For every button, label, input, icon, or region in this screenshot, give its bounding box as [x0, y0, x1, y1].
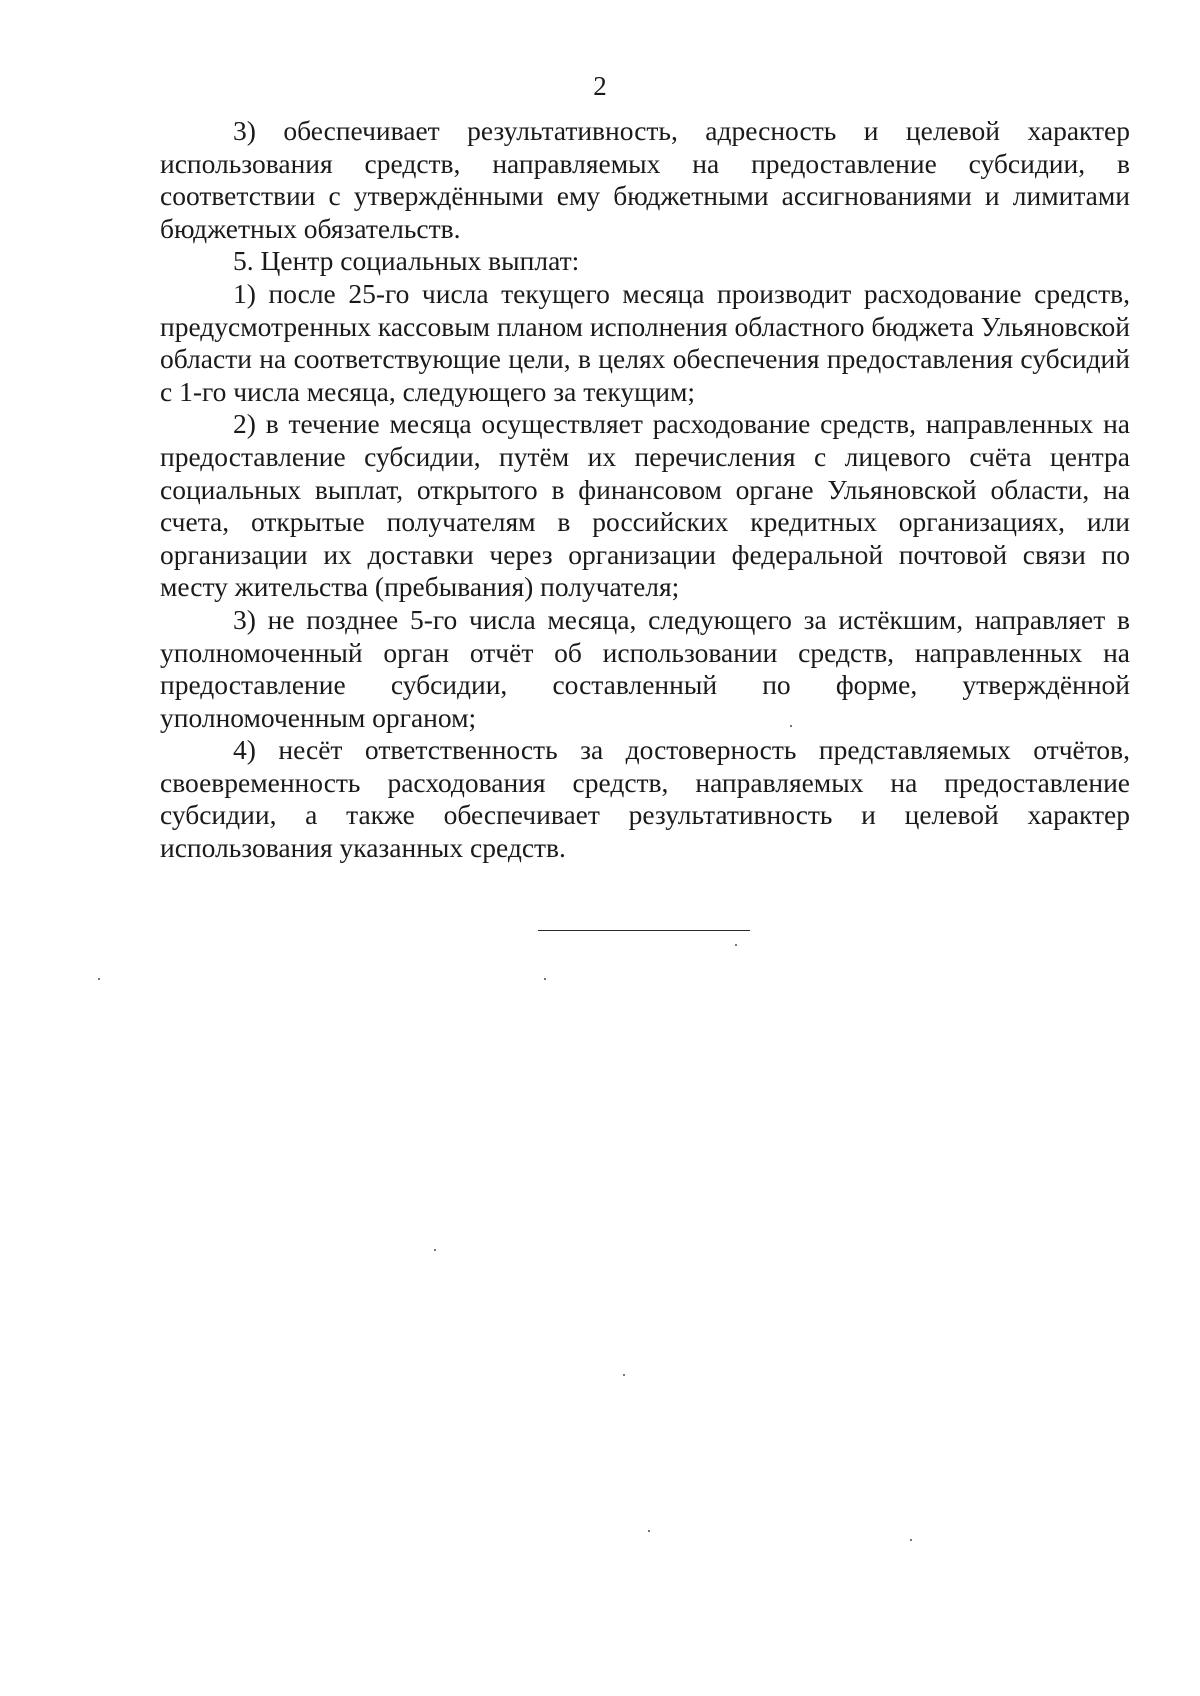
scan-speck: [910, 1539, 912, 1541]
scan-speck: [735, 944, 737, 946]
paragraph-item-2-transfer: 2) в течение месяца осуществляет расходование средств, направленных на предоставление субсидии, путём их перечисления с лицевого счёта центра социальных выплат, открытого в финансовом органе Ульяновской области, на счета, открытые получателям в российских кредитных организациях, или организации их доставки через организации федеральной почтовой связи по месту жительства (пребывания) получателя;: [160, 408, 1130, 603]
scan-speck: [544, 978, 546, 980]
scan-speck: [648, 1530, 650, 1532]
paragraph-item-4-responsibility: 4) несёт ответственность за достоверность представляемых отчётов, своевременность расходования средств, направляемых на предоставление субсидии, а также обеспечивает результативность и целевой характер использования указанных средств.: [160, 734, 1130, 864]
closing-separator-line: [538, 930, 750, 931]
scan-speck: [434, 1249, 436, 1251]
document-body: [160, 115, 1130, 865]
scan-speck: [790, 725, 792, 727]
paragraph-section-5-heading: 5. Центр социальных выплат:: [233, 245, 580, 277]
paragraph-item-1-spending: 1) после 25-го числа текущего месяца производит расходование средств, предусмотренных кассовым планом исполнения областного бюджета Ульяновской области на соответствующие цели, в целях обеспечения предоставления субсидий с 1-го числа месяца, следующего за текущим;: [160, 277, 1130, 407]
scan-speck: [623, 1374, 625, 1376]
page-number: 2: [593, 71, 607, 101]
paragraph-item-3-obligations: 3) обеспечивает результативность, адресность и целевой характер использования средств, направляемых на предоставление субсидии, в соответствии с утверждёнными ему бюджетными ассигнованиями и лимитами бюджетных обязательств.: [160, 115, 1130, 244]
scan-speck: [98, 978, 100, 980]
paragraph-item-3-report: 3) не позднее 5-го числа месяца, следующего за истёкшим, направляет в уполномоченный орган отчёт об использовании средств, направленных на предоставление субсидии, составленный по форме, утверждённой уполномоченным органом;: [160, 603, 1130, 733]
